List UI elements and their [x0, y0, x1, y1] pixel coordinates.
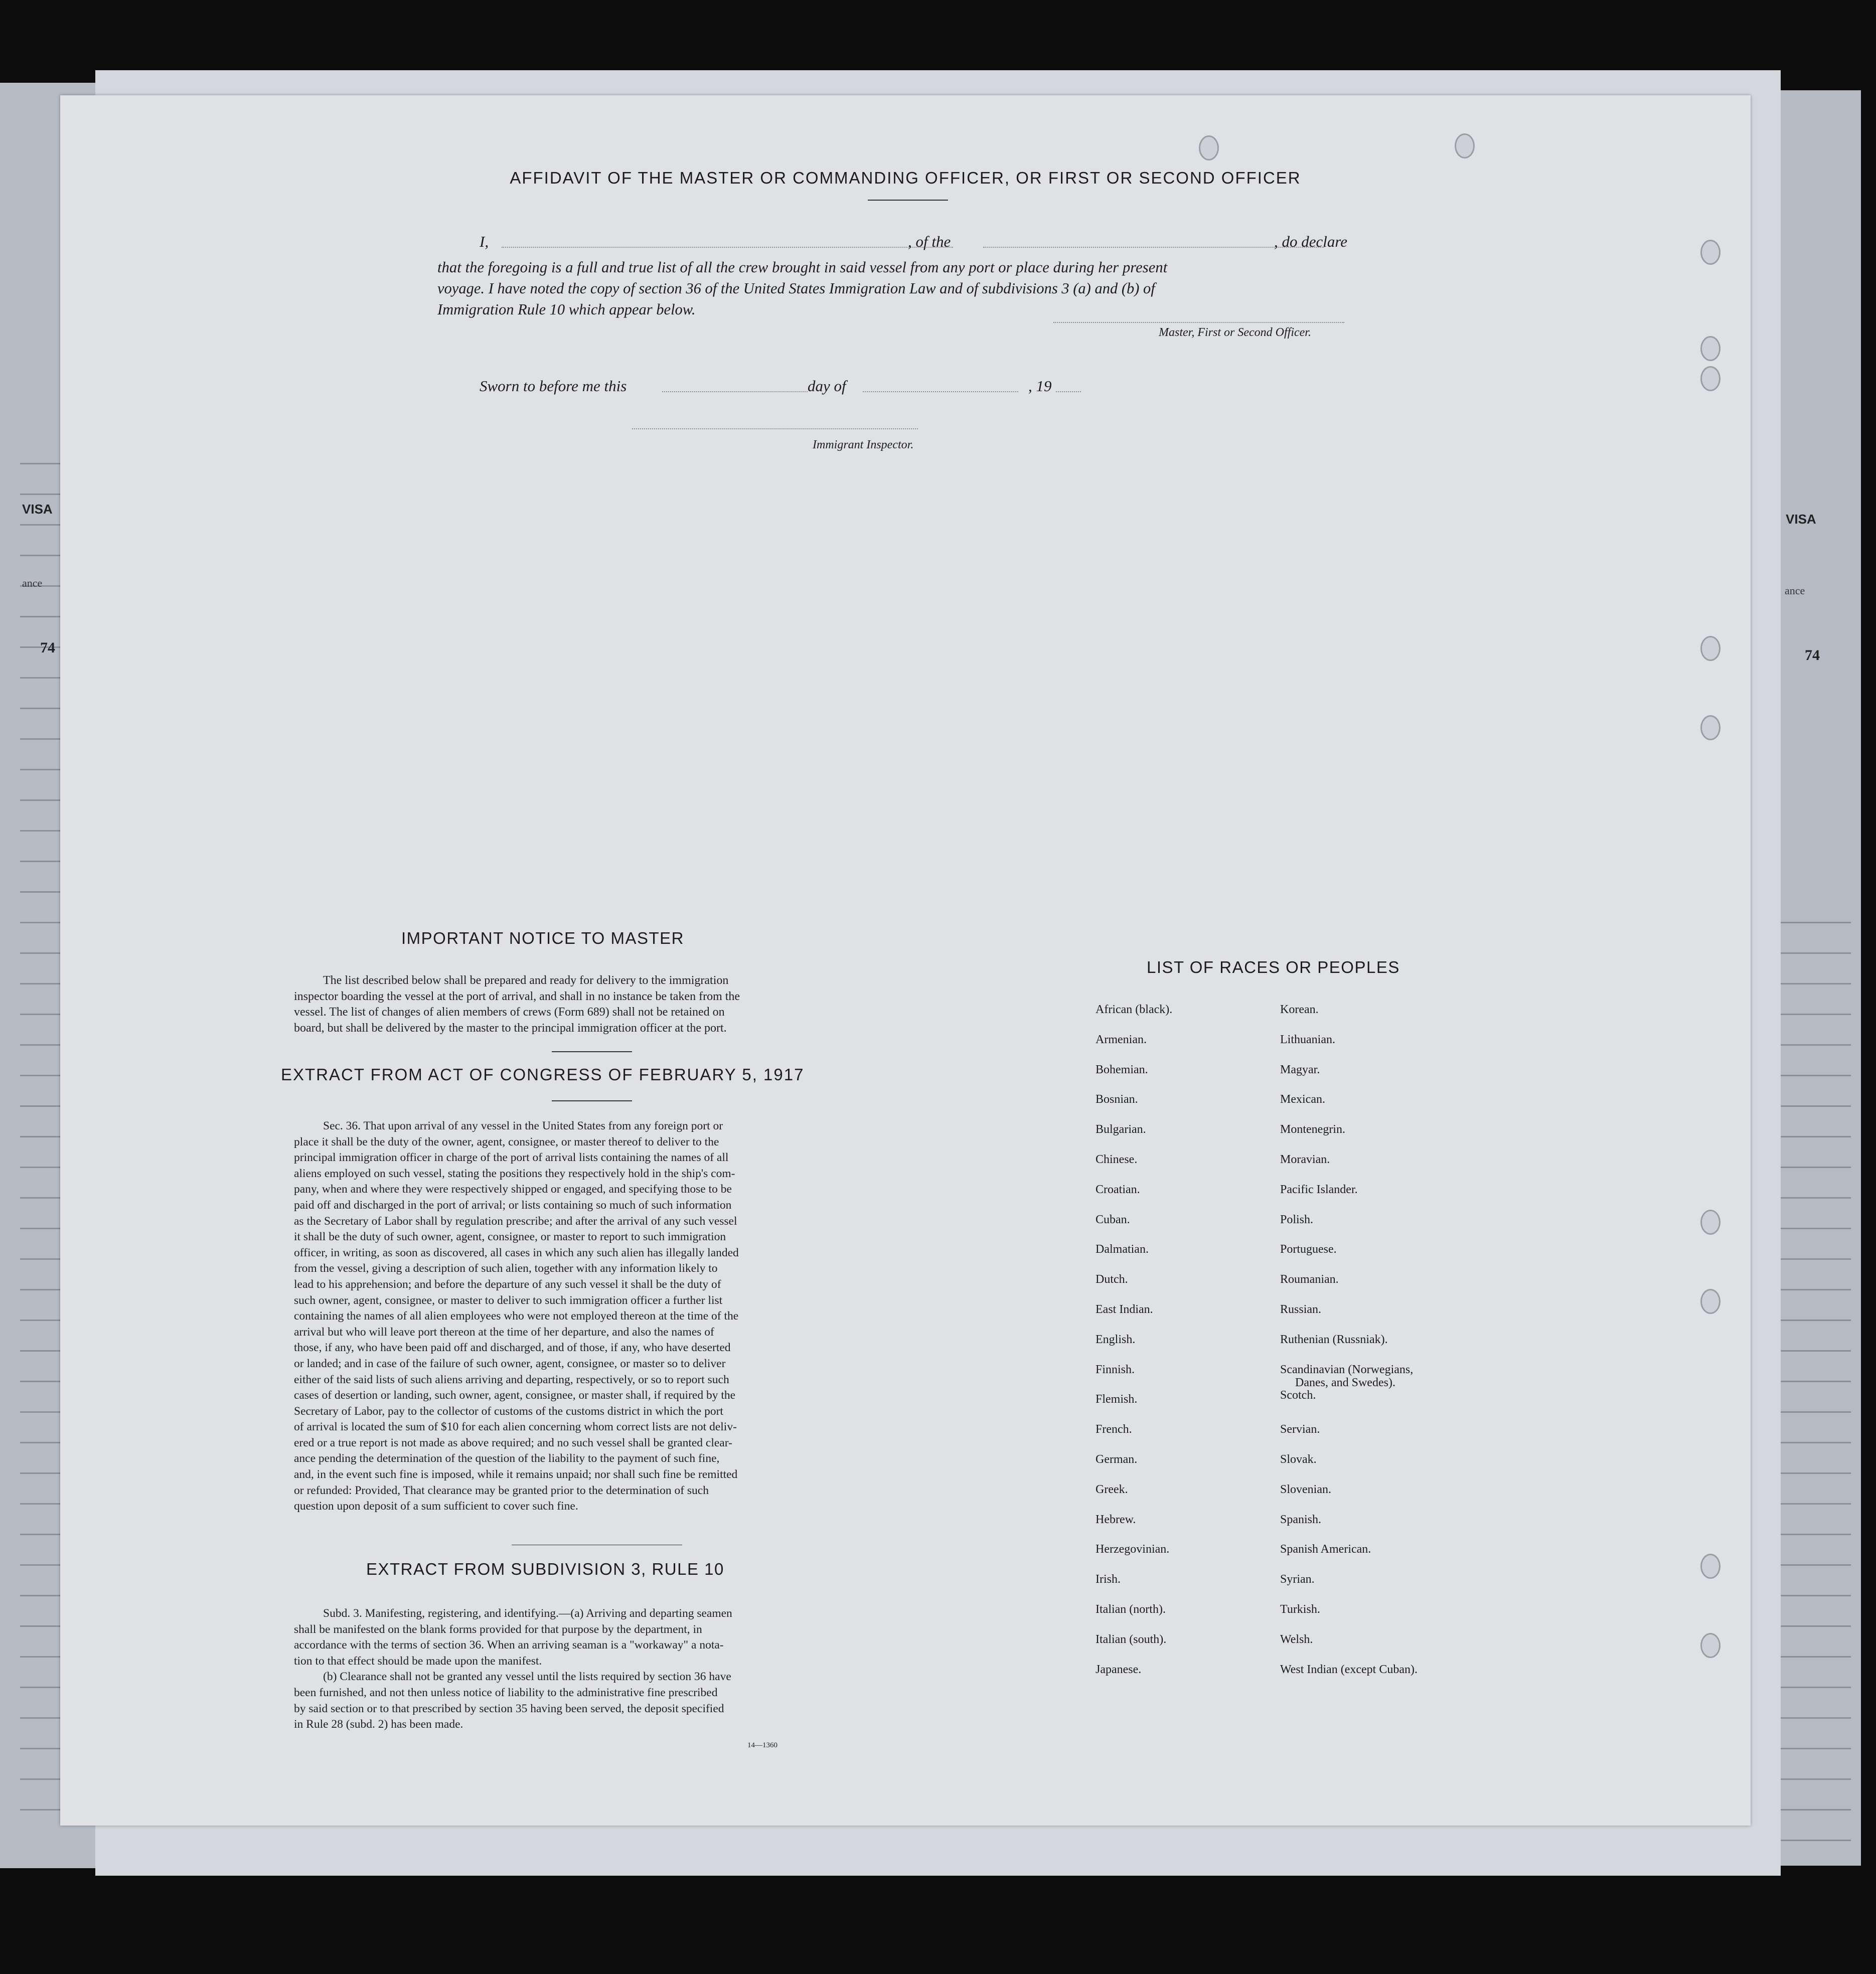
race-item: Ruthenian (Russniak). [1280, 1333, 1388, 1346]
act-extract-title: EXTRACT FROM ACT OF CONGRESS OF FEBRUARY 5, 1917 [281, 1065, 805, 1084]
punch-hole [1700, 715, 1721, 740]
race-item: Korean. [1280, 1003, 1319, 1016]
race-item: Polish. [1280, 1213, 1314, 1226]
notice-title: IMPORTANT NOTICE TO MASTER [401, 929, 685, 947]
name-blank[interactable] [502, 247, 953, 248]
punch-hole [1700, 1633, 1721, 1658]
affidavit-title: AFFIDAVIT OF THE MASTER OR COMMANDING OFFICER, OR FIRST OR SECOND OFFICER [510, 169, 1301, 187]
race-item: Bulgarian. [1096, 1123, 1146, 1136]
race-item: Scotch. [1280, 1389, 1316, 1402]
punch-hole [1455, 133, 1475, 158]
section-rule [552, 1100, 632, 1101]
punch-hole [1199, 135, 1219, 160]
race-item: Montenegrin. [1280, 1123, 1345, 1136]
punch-hole [1700, 1554, 1721, 1579]
race-item: Italian (south). [1096, 1632, 1167, 1646]
ruled-grid [1776, 893, 1851, 1846]
year-text: , 19 [1028, 377, 1052, 395]
punch-hole [1700, 336, 1721, 361]
race-item: Armenian. [1096, 1033, 1147, 1046]
race-item: Portuguese. [1280, 1243, 1337, 1256]
visa-label: VISA [1786, 512, 1816, 527]
race-item: Finnish. [1096, 1363, 1135, 1376]
race-item: Danes, and Swedes). [1295, 1376, 1395, 1389]
race-item: English. [1096, 1333, 1136, 1346]
race-item: Croatian. [1096, 1183, 1140, 1196]
race-item: Irish. [1096, 1573, 1121, 1586]
race-item: Turkish. [1280, 1603, 1320, 1616]
punch-hole [1700, 240, 1721, 265]
punch-hole [1700, 366, 1721, 391]
race-item: Mexican. [1280, 1093, 1325, 1106]
punch-hole [1700, 1210, 1721, 1235]
vessel-blank[interactable] [983, 247, 1324, 248]
document-page [60, 95, 1751, 1826]
race-item: Magyar. [1280, 1063, 1320, 1076]
race-item: Herzegovinian. [1096, 1543, 1170, 1556]
rule-extract-title: EXTRACT FROM SUBDIVISION 3, RULE 10 [366, 1560, 724, 1578]
race-item: Moravian. [1280, 1153, 1330, 1166]
race-item: Hebrew. [1096, 1513, 1136, 1526]
race-item: Cuban. [1096, 1213, 1130, 1226]
rule-extract-text: Subd. 3. Manifesting, registering, and identifying.—(a) Arriving and departing seamen shall be manifested on the blank forms provided for that purpose by the department, in accordance with the terms of section 36. When an arriving seaman is a "workaway" a nota- tion to that effect should be made upon the manifest. (b) Clearance shall not be granted any vessel until the lists required by section 36 have been furnished, and not then unless notice of liability to the administrative fine prescribed by said section or to that prescribed by section 35 having been served, the deposit specified in Rule 28 (subd. 2) has been made. [294, 1607, 732, 1731]
race-item: Syrian. [1280, 1573, 1315, 1586]
visa-label: VISA [22, 502, 53, 517]
title-rule [868, 200, 948, 201]
affidavit-of-the: , of the [908, 233, 951, 250]
sworn-text: Sworn to before me this [480, 377, 627, 395]
race-item: French. [1096, 1423, 1132, 1436]
race-item: Roumanian. [1280, 1273, 1339, 1286]
race-item: Flemish. [1096, 1393, 1138, 1406]
form-number: 14—1360 [747, 1741, 777, 1749]
race-item: African (black). [1096, 1003, 1173, 1016]
month-blank[interactable] [863, 391, 1018, 392]
punch-hole [1700, 1289, 1721, 1314]
race-item: Pacific Islander. [1280, 1183, 1358, 1196]
race-item: Japanese. [1096, 1663, 1142, 1676]
race-item: Spanish American. [1280, 1543, 1371, 1556]
affidavit-declare: , do declare [1274, 233, 1348, 250]
race-item: East Indian. [1096, 1303, 1153, 1316]
race-item: Scandinavian (Norwegians, [1280, 1363, 1414, 1376]
race-item: Welsh. [1280, 1632, 1313, 1646]
race-item: Servian. [1280, 1423, 1320, 1436]
affidavit-i: I, [480, 233, 489, 250]
affidavit-line-4: Immigration Rule 10 which appear below. [437, 301, 696, 318]
act-extract-text: Sec. 36. That upon arrival of any vessel in the United States from any foreign port or place it shall be the duty of the owner, agent, consignee, or master thereof to deliver to the principal immigration officer in charge of the port of arrival lists containing the names of all aliens employed on such vessel, stating the positions they respectively hold in the ship's com- pany, when and where they were respectively shipped or engaged, and specifying those to be paid off and discharged in the port of arrival; or lists containing so much of such information as the Secretary of Labor shall by regulation prescribe; and after the arrival of any such vessel it shall be the duty of such owner, agent, consignee, or master to report to such immigration officer, in writing, as soon as discovered, all cases in which any such alien has illegally landed from the vessel, giving a description of such alien, together with any information likely to lead to his apprehension; and before the departure of any such vessel it shall be the duty of such owner, agent, consignee, or master to deliver to such immigration officer a further list containing the names of all alien employees who were not employed thereon at the time of the arrival but who will leave port thereon at the time of her departure, and also the names of those, if any, who have been paid off and discharged, and of those, if any, who have deserted or landed; and in case of the failure of such owner, agent, consignee, or master so to deliver either of the said lists of such aliens arriving and departing, respectively, or so to report such cases of desertion or landing, such owner, agent, consignee, or master shall, if required by the Secretary of Labor, pay to the collector of customs of the customs district in which the port of arrival is located the sum of $10 for each alien concerning whom correct lists are not deliv- ered or a true report is not made as above required; and no such vessel shall be granted clear- ance pending the determination of the question of the liability to the payment of such fine, and, in the event such fine is imposed, while it remains unpaid; nor shall such fine be remitted or refunded: Provided, That clearance may be granted prior to the determination of such question upon deposit of a sum sufficient to cover such fine. [294, 1119, 739, 1513]
race-item: Bosnian. [1096, 1093, 1138, 1106]
affidavit-line-2: that the foregoing is a full and true list of all the crew brought in said vessel from any port or place during her present [437, 259, 1168, 276]
race-item: Dutch. [1096, 1273, 1128, 1286]
race-item: German. [1096, 1453, 1138, 1466]
signature-blank[interactable] [1053, 322, 1344, 323]
race-item: Greek. [1096, 1483, 1128, 1496]
race-item: West Indian (except Cuban). [1280, 1663, 1418, 1676]
signature-label: Master, First or Second Officer. [1159, 326, 1311, 339]
race-item: Slovenian. [1280, 1483, 1331, 1496]
race-item: Spanish. [1280, 1513, 1322, 1526]
race-item: Lithuanian. [1280, 1033, 1335, 1046]
races-title: LIST OF RACES OR PEOPLES [1147, 958, 1400, 976]
inspector-label: Immigrant Inspector. [813, 438, 914, 451]
day-of-text: day of [808, 377, 846, 395]
race-item: Italian (north). [1096, 1603, 1166, 1616]
ance-label: ance [22, 577, 43, 589]
affidavit-line-3: voyage. I have noted the copy of section 36 of the United States Immigration Law and of subdivisions 3 (a) and (b) of [437, 280, 1155, 297]
race-item: Bohemian. [1096, 1063, 1148, 1076]
punch-hole [1700, 636, 1721, 661]
race-item: Chinese. [1096, 1153, 1138, 1166]
notice-text: The list described below shall be prepared and ready for delivery to the immigration inspector boarding the vessel at the port of arrival, and shall in no instance be taken from the vessel. The list of changes of alien members of crews (Form 689) shall not be retained on board, but shall be delivered by the master to the principal immigration officer at the port. [294, 974, 740, 1035]
year-blank[interactable] [1056, 391, 1081, 392]
ance-label: ance [1785, 584, 1805, 597]
inspector-blank[interactable] [632, 428, 918, 429]
number-label: 74 [40, 639, 55, 656]
day-blank[interactable] [662, 391, 808, 392]
race-item: Russian. [1280, 1303, 1322, 1316]
race-item: Dalmatian. [1096, 1243, 1149, 1256]
section-rule [552, 1051, 632, 1052]
race-item: Slovak. [1280, 1453, 1317, 1466]
number-label: 74 [1805, 647, 1820, 664]
